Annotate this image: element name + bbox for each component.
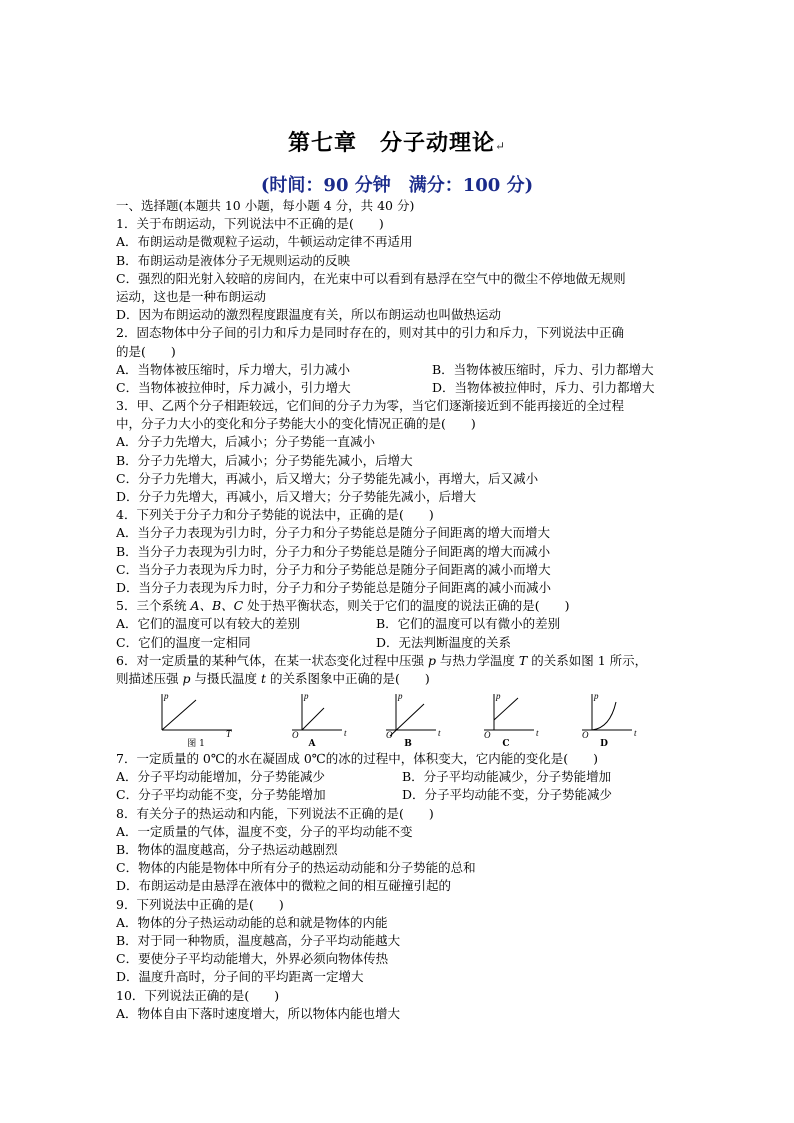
question-5-stem-pre: 5．三个系统 bbox=[116, 598, 191, 614]
q6-var-p: p bbox=[427, 652, 436, 668]
question-3-stem: 3．甲、乙两个分子相距较远，它们间的分子力为零，当它们逐渐接近到不能再接近的全过程 bbox=[116, 398, 624, 414]
question-9-option-b: B．对于同一种物质，温度越高，分子平均动能越大 bbox=[116, 932, 401, 948]
question-2-options-ab bbox=[116, 361, 686, 379]
question-9-stem: 9．下列说法中正确的是( ) bbox=[116, 896, 284, 912]
page-title bbox=[0, 126, 794, 157]
q6-stem-text: 与摄氏温度 bbox=[190, 670, 261, 686]
question-3-option-c: C．分子力先增大，再减小，后又增大；分子势能先减小，再增大，后又减小 bbox=[116, 470, 539, 486]
question-7-option-c: C．分子平均动能不变，分子势能增加 bbox=[116, 787, 326, 803]
question-7-option-d: D．分子平均动能不变，分子势能减少 bbox=[402, 787, 613, 803]
question-7-stem: 7．一定质量的 0℃的水在凝固成 0℃的冰的过程中，体积变大，它内能的变化是( ) bbox=[116, 751, 599, 767]
question-8-option-d: D．布朗运动是由悬浮在液体中的微粒之间的相互碰撞引起的 bbox=[116, 878, 452, 894]
q6-stem-text: 则描述压强 bbox=[116, 670, 183, 686]
axis-label-t: t bbox=[344, 728, 347, 739]
question-2-option-c: C．当物体被拉伸时，斥力减小，引力增大 bbox=[116, 379, 351, 395]
question-6-stem-cont bbox=[116, 670, 686, 688]
question-9-option-a: A．物体的分子热运动动能的总和就是物体的内能 bbox=[116, 914, 388, 930]
question-8-stem: 8．有关分子的热运动和内能，下列说法不正确的是( ) bbox=[116, 805, 434, 821]
option-a-plot bbox=[284, 690, 356, 738]
option-a-label: A bbox=[308, 739, 316, 750]
question-5-option-c: C．它们的温度一定相同 bbox=[116, 634, 251, 650]
origin-label: O bbox=[292, 730, 299, 739]
section-heading: 一、选择题(本题共 10 小题，每小题 4 分，共 40 分) bbox=[116, 198, 415, 213]
question-10-stem: 10．下列说法正确的是( ) bbox=[116, 987, 280, 1003]
question-3-option-b: B．分子力先增大，后减小；分子势能先减小，后增大 bbox=[116, 452, 413, 468]
option-c-graph bbox=[476, 690, 548, 750]
question-5-options-ab bbox=[116, 615, 686, 633]
origin-label: O bbox=[386, 730, 393, 739]
question-5-option-b: B．它们的温度可以有微小的差别 bbox=[376, 616, 561, 632]
question-2-option-b: B．当物体被压缩时，斥力、引力都增大 bbox=[432, 361, 654, 377]
question-1-option-b: B．布朗运动是液体分子无规则运动的反映 bbox=[116, 252, 351, 268]
paragraph-mark: ↵ bbox=[494, 139, 507, 153]
question-8-option-b: B．物体的温度越高，分子热运动越剧烈 bbox=[116, 842, 338, 857]
figure-1-plot bbox=[154, 690, 236, 738]
exam-time-score: (时间：90 分钟 满分：100 分) bbox=[260, 175, 534, 196]
question-5-variables: A、B、C bbox=[190, 598, 244, 614]
question-5-stem-post: 处于热平衡状态，则关于它们的温度的说法正确的是( ) bbox=[243, 598, 570, 614]
axis-label-p: p bbox=[496, 691, 501, 702]
option-d-plot bbox=[574, 690, 646, 738]
question-4-stem: 4．下列关于分子力和分子势能的说法中，正确的是( ) bbox=[116, 507, 434, 523]
question-2-stem-cont: 的是( ) bbox=[116, 343, 176, 359]
question-4-option-a: A．当分子力表现为引力时，分子力和分子势能总是随分子间距离的增大而增大 bbox=[116, 525, 551, 541]
figure-1-graph bbox=[154, 690, 236, 750]
question-1-option-c: C．强烈的阳光射入较暗的房间内，在光束中可以看到有悬浮在空气中的微尘不停地做无规则 bbox=[116, 270, 626, 286]
question-3-option-d: D．分子力先增大，再减小，后又增大；分子势能先减小，后增大 bbox=[116, 489, 477, 504]
question-4-option-c: C．当分子力表现为斥力时，分子力和分子势能总是随分子间距离的减小而增大 bbox=[116, 561, 551, 577]
title-text: 第七章 分子动理论 bbox=[287, 130, 495, 156]
axis-label-t: t bbox=[536, 728, 539, 739]
origin-label: O bbox=[484, 730, 491, 739]
option-d-graph bbox=[574, 690, 646, 750]
axis-label-p: p bbox=[304, 691, 309, 702]
question-5-stem bbox=[116, 597, 686, 615]
question-6-graphs bbox=[116, 690, 686, 748]
question-4-option-d: D．当分子力表现为斥力时，分子力和分子势能总是随分子间距离的减小而减小 bbox=[116, 579, 552, 595]
question-1-option-a: A．布朗运动是微观粒子运动，牛顿运动定律不再适用 bbox=[116, 234, 413, 250]
q6-var-T: T bbox=[518, 652, 528, 668]
question-7-option-b: B．分子平均动能减少，分子势能增加 bbox=[402, 769, 612, 785]
option-a-graph bbox=[284, 690, 356, 750]
question-8-option-c: C．物体的内能是物体中所有分子的热运动动能和分子势能的总和 bbox=[116, 860, 476, 876]
question-3-stem-cont: 中，分子力大小的变化和分子势能大小的变化情况正确的是( ) bbox=[116, 416, 476, 432]
axis-label-p: p bbox=[164, 691, 169, 702]
axis-label-p: p bbox=[594, 691, 599, 702]
option-b-graph bbox=[378, 690, 450, 750]
question-7-option-a: A．分子平均动能增加，分子势能减少 bbox=[116, 769, 326, 785]
question-1-stem: 1．关于布朗运动，下列说法中不正确的是( ) bbox=[116, 216, 384, 232]
q6-stem-text: 与热力学温度 bbox=[435, 652, 519, 668]
exam-body bbox=[116, 197, 686, 1023]
question-4-option-b: B．当分子力表现为引力时，分子力和分子势能总是随分子间距离的增大而减小 bbox=[116, 543, 551, 559]
question-2-stem: 2．固态物体中分子间的引力和斥力是同时存在的，则对其中的引力和斥力，下列说法中正确 bbox=[116, 325, 624, 341]
question-5-options-cd bbox=[116, 634, 686, 652]
question-2-option-a: A．当物体被压缩时，斥力增大，引力减小 bbox=[116, 361, 351, 377]
axis-label-t: t bbox=[634, 728, 637, 739]
question-7-options-cd bbox=[116, 786, 686, 804]
option-c-plot bbox=[476, 690, 548, 738]
q6-var-p: p bbox=[182, 670, 191, 686]
question-9-option-c: C．要使分子平均动能增大，外界必须向物体传热 bbox=[116, 951, 389, 967]
question-7-options-ab bbox=[116, 768, 686, 786]
question-5-option-d: D．无法判断温度的关系 bbox=[376, 634, 512, 650]
q6-stem-text: 6．对一定质量的某种气体，在某一状态变化过程中压强 bbox=[116, 652, 428, 668]
figure-1-label: 图 1 bbox=[187, 739, 205, 750]
q6-stem-text: 的关系如图 1 所示， bbox=[527, 652, 648, 668]
origin-label: O bbox=[582, 730, 589, 739]
axis-label-t: t bbox=[438, 728, 441, 739]
question-9-option-d: D．温度升高时，分子间的平均距离一定增大 bbox=[116, 969, 364, 985]
q6-stem-text: 的关系图象中正确的是( ) bbox=[265, 670, 430, 686]
option-d-label: D bbox=[600, 739, 608, 750]
option-b-label: B bbox=[404, 739, 412, 750]
question-8-option-a: A．一定质量的气体，温度不变，分子的平均动能不变 bbox=[116, 823, 413, 839]
axis-label-T: T bbox=[226, 729, 232, 739]
question-1-option-c-cont: 运动，这也是一种布朗运动 bbox=[116, 288, 267, 304]
question-10-option-a: A．物体自由下落时速度增大，所以物体内能也增大 bbox=[116, 1005, 401, 1021]
option-b-plot bbox=[378, 690, 450, 738]
question-2-options-cd bbox=[116, 379, 686, 397]
question-3-option-a: A．分子力先增大，后减小；分子势能一直减小 bbox=[116, 434, 376, 450]
question-2-option-d: D．当物体被拉伸时，斥力、引力都增大 bbox=[432, 379, 655, 395]
question-5-option-a: A．它们的温度可以有较大的差别 bbox=[116, 616, 301, 632]
axis-label-p: p bbox=[398, 691, 403, 702]
question-6-stem bbox=[116, 652, 686, 670]
question-1-option-d: D．因为布朗运动的激烈程度跟温度有关，所以布朗运动也叫做热运动 bbox=[116, 307, 502, 323]
option-c-label: C bbox=[502, 739, 510, 750]
q6-var-t: t bbox=[260, 670, 266, 686]
